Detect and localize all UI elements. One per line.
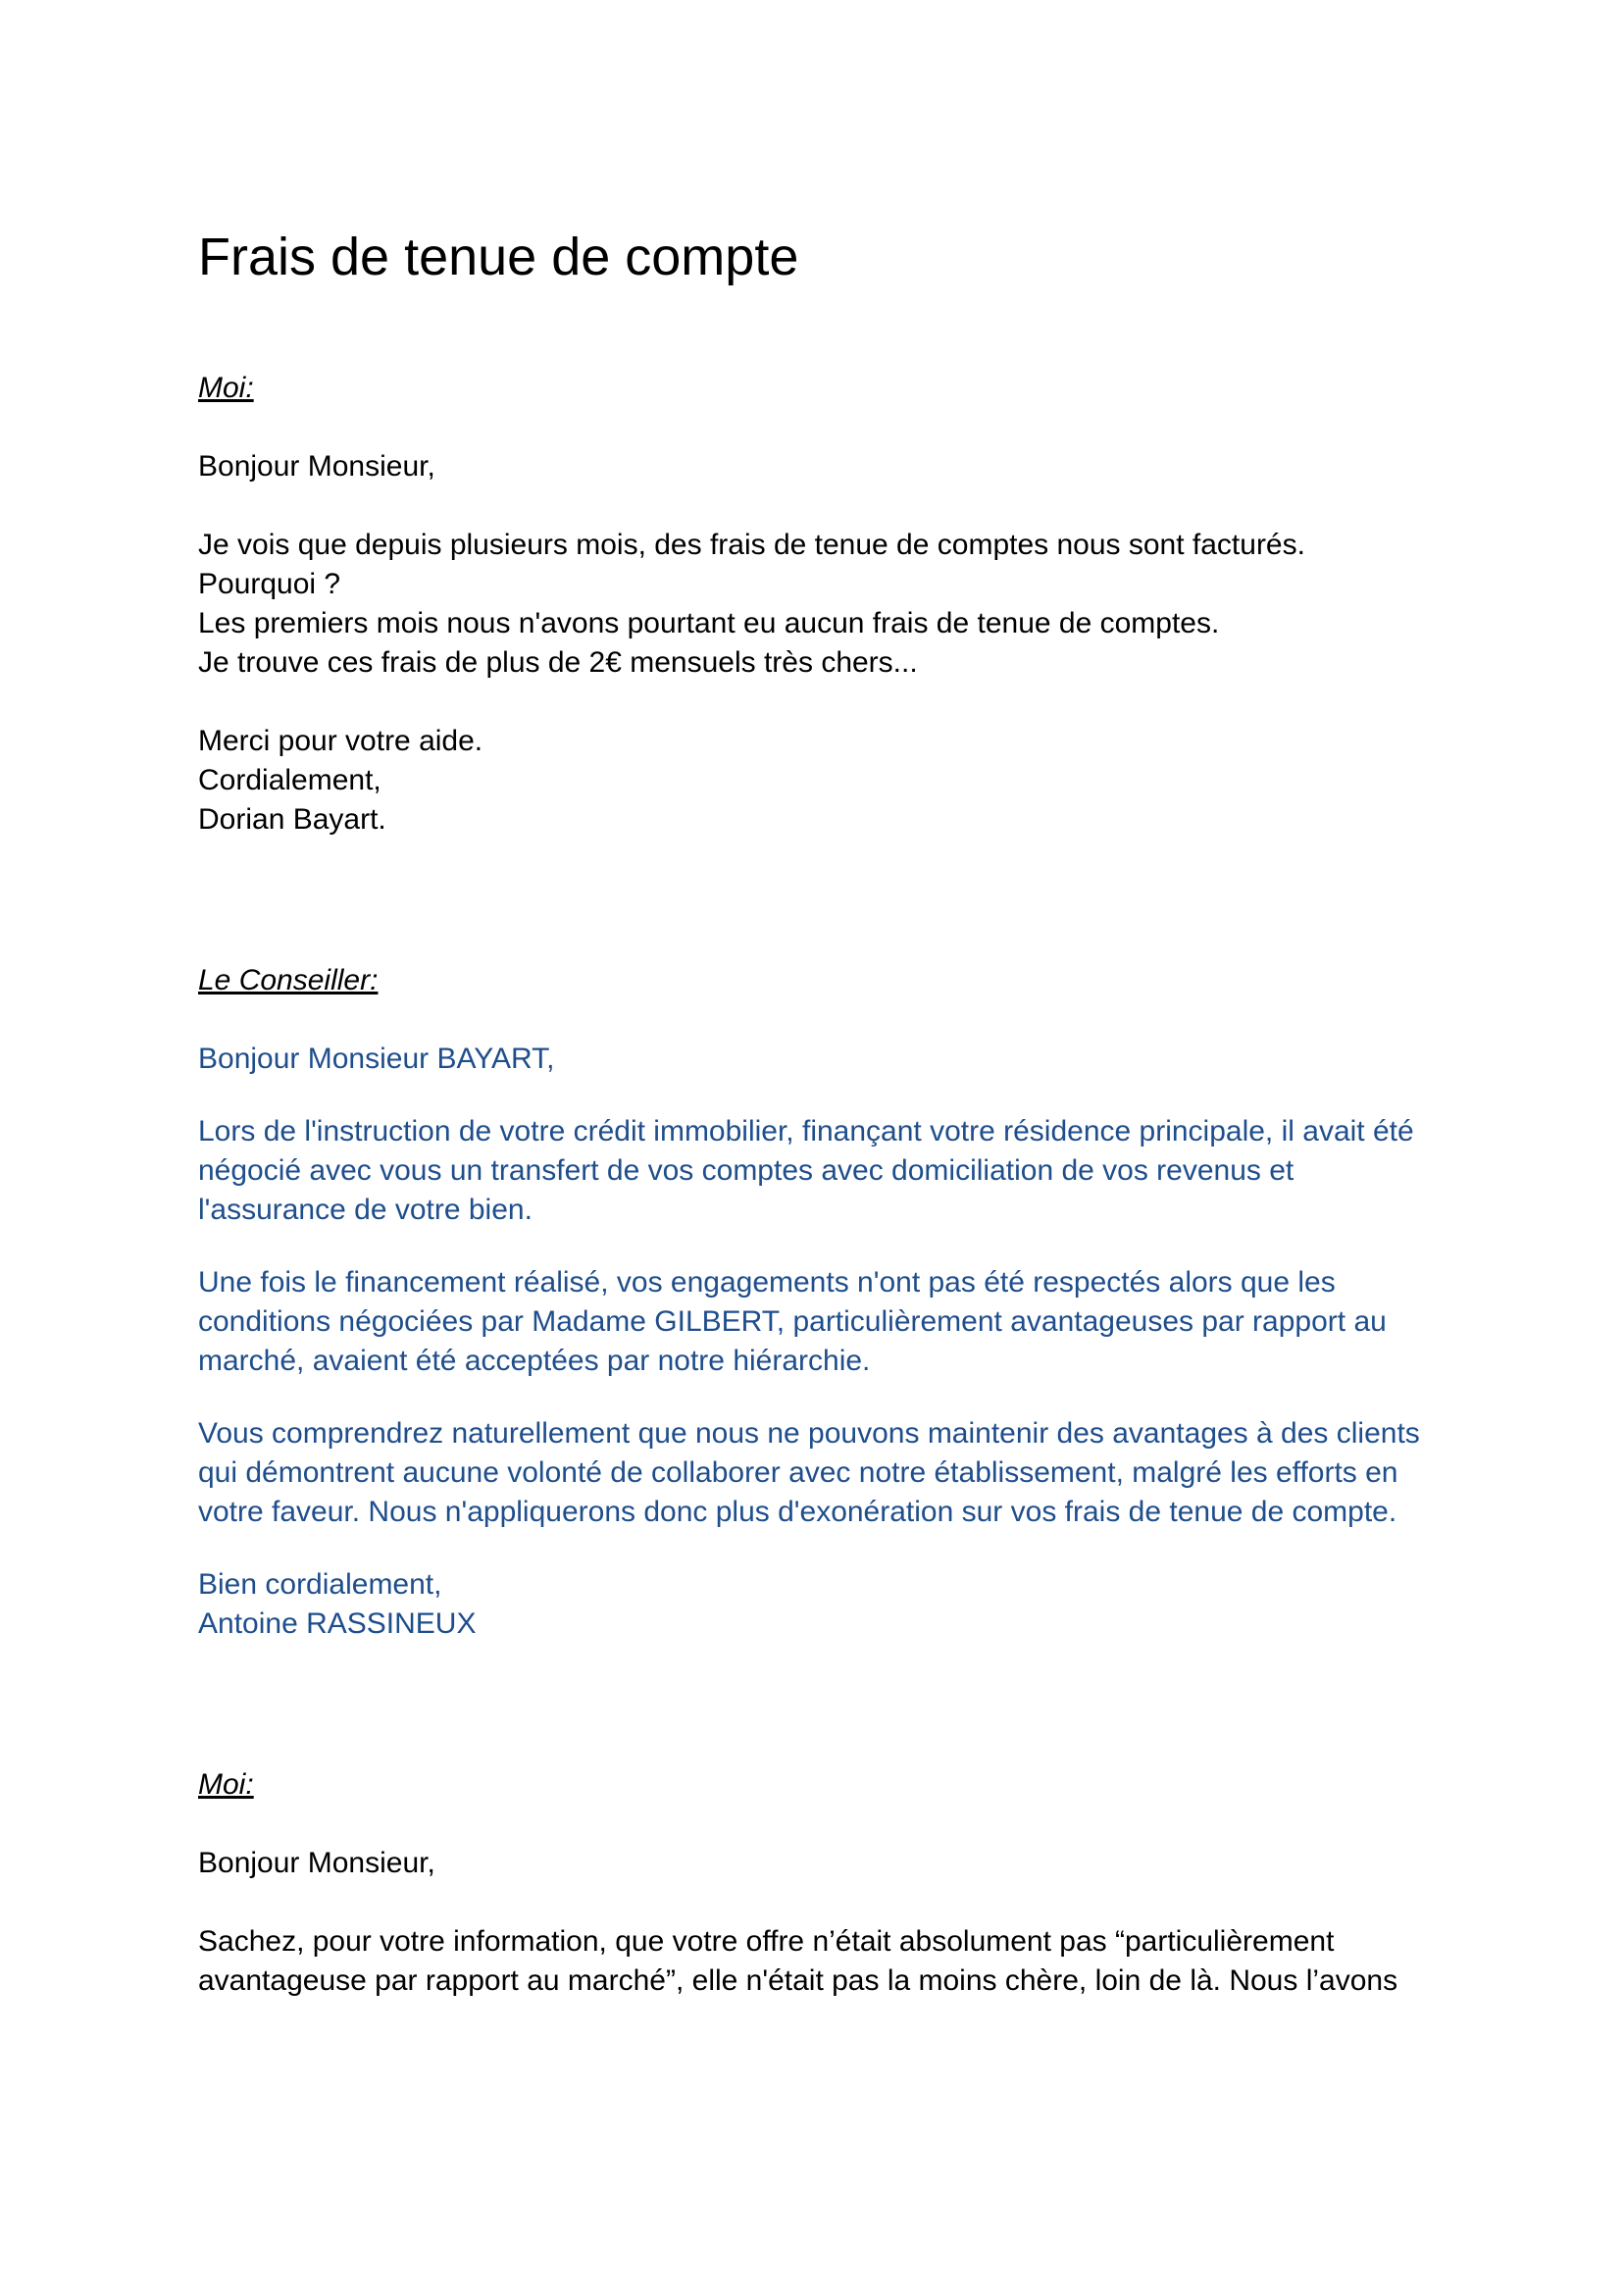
message-me-2	[198, 1765, 1434, 2001]
document-content	[198, 226, 1434, 2001]
body-line: Pourquoi ?	[198, 568, 341, 600]
body-line: avantageuse par rapport au marché”, elle n'était pas la moins chère, loin de là. Nous l’avons	[198, 1964, 1398, 1997]
closing-line: Merci pour votre aide.	[198, 725, 483, 757]
paragraph: Vous comprendrez naturellement que nous ne pouvons maintenir des avantages à des clients qui démontrent aucune volonté de collaborer avec notre établissement, malgré les efforts en votre faveur. Nous n'appliquerons donc plus d'exonération sur vos frais de tenue de compte.	[198, 1417, 1420, 1528]
document-title: Frais de tenue de compte	[198, 228, 799, 286]
paragraph: Une fois le financement réalisé, vos engagements n'ont pas été respectés alors que les conditions négociées par Madame GILBERT, particulièrement avantageuses par rapport au marché, avaient été acceptées par notre hiérarchie.	[198, 1266, 1387, 1377]
greeting: Bonjour Monsieur BAYART,	[198, 1043, 555, 1075]
closing-line: Cordialement,	[198, 764, 381, 796]
message-advisor	[198, 961, 1434, 1644]
message-body	[198, 1922, 1434, 2001]
paragraph: Lors de l'instruction de votre crédit immobilier, finançant votre résidence principale, il avait été négocié avec vous un transfert de vos comptes avec domiciliation de vos revenus et l'assurance de votre bien.	[198, 1115, 1414, 1226]
signature: Antoine RASSINEUX	[198, 1607, 477, 1640]
greeting: Bonjour Monsieur,	[198, 450, 435, 483]
signature: Dorian Bayart.	[198, 803, 386, 836]
speaker-label: Moi:	[198, 1768, 254, 1801]
closing-line: Bien cordialement,	[198, 1568, 442, 1601]
body-line: Sachez, pour votre information, que votre offre n’était absolument pas “particulièrement	[198, 1925, 1335, 1958]
body-line: Je vois que depuis plusieurs mois, des frais de tenue de comptes nous sont facturés.	[198, 529, 1305, 561]
message-body	[198, 526, 1434, 683]
body-line: Je trouve ces frais de plus de 2€ mensuels très chers...	[198, 646, 918, 679]
speaker-label: Le Conseiller:	[198, 964, 379, 996]
message-closing	[198, 1565, 1434, 1644]
body-line: Les premiers mois nous n'avons pourtant eu aucun frais de tenue de comptes.	[198, 607, 1220, 639]
message-closing	[198, 722, 1434, 840]
message-me-1	[198, 369, 1434, 840]
speaker-label: Moi:	[198, 372, 254, 404]
greeting: Bonjour Monsieur,	[198, 1847, 435, 1879]
